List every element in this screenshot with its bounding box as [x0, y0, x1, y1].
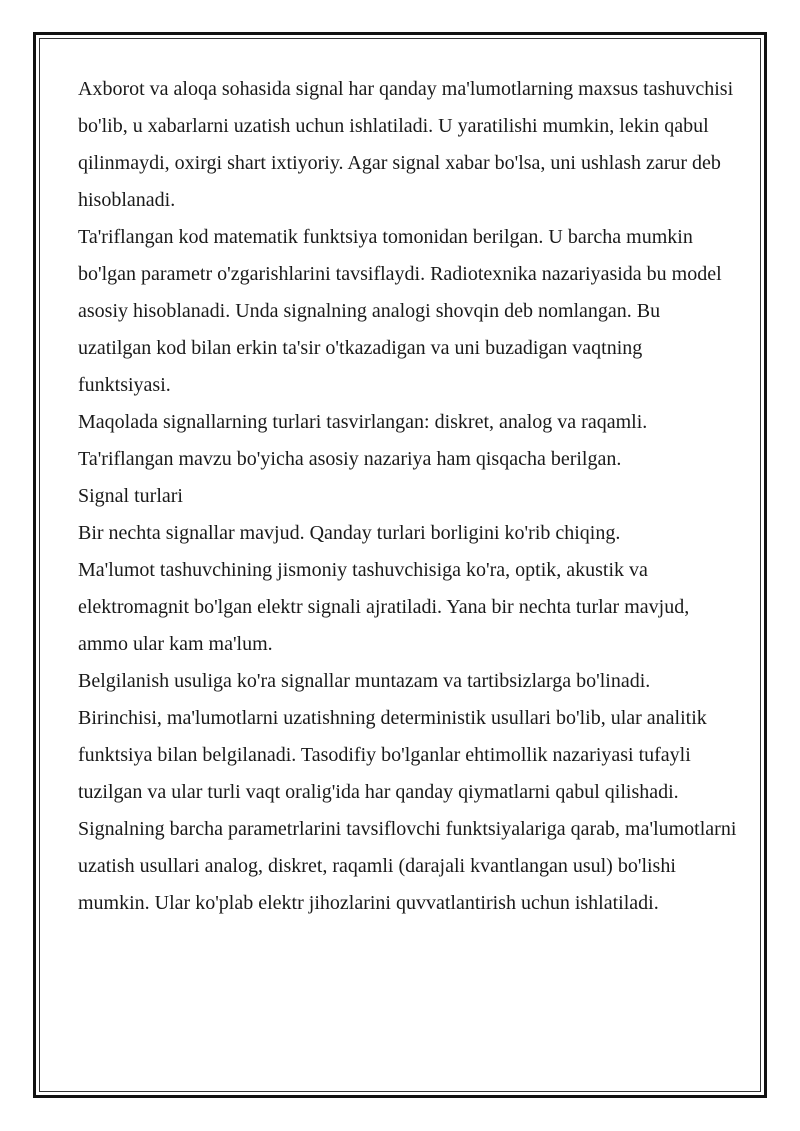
paragraph-physical-carrier: Ma'lumot tashuvchining jismoniy tashuvchisiga ko'ra, optik, akustik va elektromagnit bo'lgan elektr signali ajratiladi. Yana bir nechta turlar mavjud, ammo ular kam ma'lum. [78, 559, 690, 655]
document-body [78, 71, 738, 922]
paragraph-article-summary: Maqolada signallarning turlari tasvirlangan: diskret, analog va raqamli. Ta'riflangan mavzu bo'yicha asosiy nazariya ham qisqacha berilgan. [78, 411, 648, 470]
paragraph-intro: Axborot va aloqa sohasida signal har qanday ma'lumotlarning maxsus tashuvchisi bo'lib, u xabarlarni uzatish uchun ishlatiladi. U yaratilishi mumkin, lekin qabul qilinmaydi, oxirgi shart ixtiyoriy. Agar signal xabar bo'lsa, uni ushlash zarur deb hisoblanadi. [78, 78, 734, 211]
section-heading-signal-types: Signal turlari [78, 485, 183, 507]
paragraph-signal-types-intro: Bir nechta signallar mavjud. Qanday turlari borligini ko'rib chiqing. [78, 522, 621, 544]
paragraph-definition: Ta'riflangan kod matematik funktsiya tomonidan berilgan. U barcha mumkin bo'lgan parametr o'zgarishlarini tavsiflaydi. Radiotexnika nazariyasida bu model asosiy hisoblanadi. Unda signalning analogi shovqin deb nomlangan. Bu uzatilgan kod bilan erkin ta'sir o'tkazadigan va uni buzadigan vaqtning funktsiyasi. [78, 226, 722, 396]
paragraph-designation-method: Belgilanish usuliga ko'ra signallar muntazam va tartibsizlarga bo'linadi. Birinchisi, ma'lumotlarni uzatishning deterministik usullari bo'lib, ular analitik funktsiya bilan belgilanadi. Tasodifiy bo'lganlar ehtimollik nazariyasi tufayli tuzilgan va ular turli vaqt oralig'ida har qanday qiymatlarni qabul qilishadi. [78, 670, 707, 803]
paragraph-parameter-functions: Signalning barcha parametrlarini tavsiflovchi funktsiyalariga qarab, ma'lumotlarni uzatish usullari analog, diskret, raqamli (darajali kvantlangan usul) bo'lishi mumkin. Ular ko'plab elektr jihozlarini quvvatlantirish uchun ishlatiladi. [78, 818, 737, 914]
